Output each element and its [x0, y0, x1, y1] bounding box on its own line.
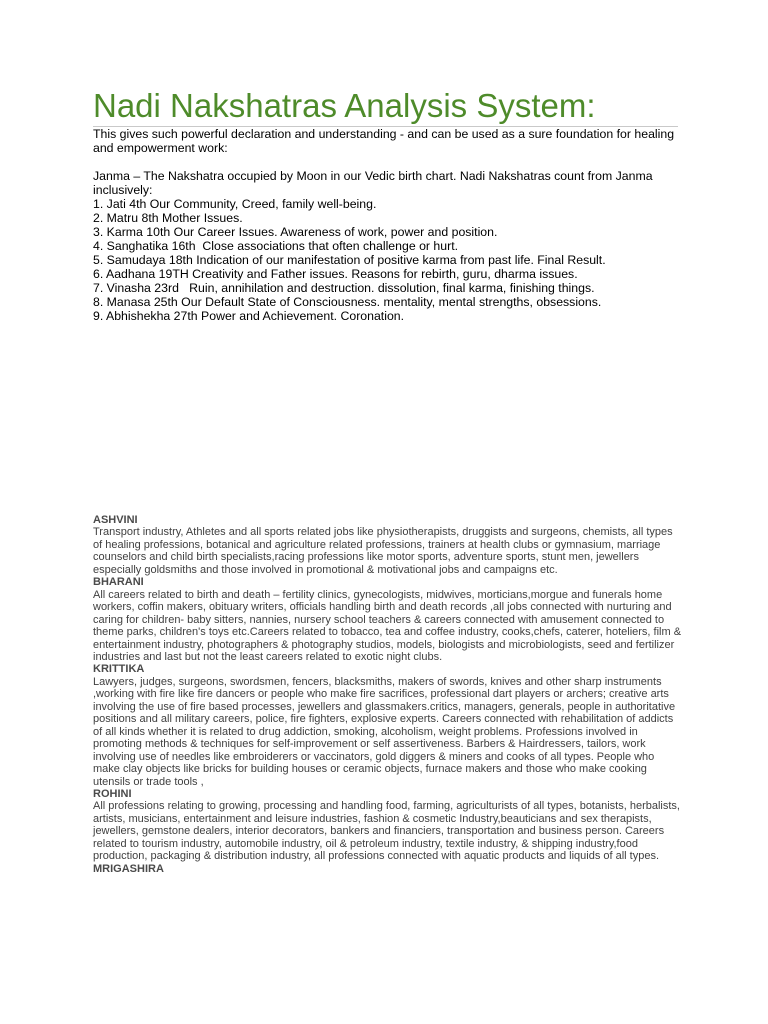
nakshatra-careers [93, 514, 683, 875]
intro-block [93, 127, 683, 323]
section-text-ashvini: Transport industry, Athletes and all sports related jobs like physiotherapists, druggists and surgeons, chemists, all types of healing professions, botanical and agriculture related professions, trainers at health clubs or gymnasium, marriage counselors and child birth specialists,racing professions like motor sports, adventure sports, stunt men, jewellers especially goldsmiths and those involved in promotional & motivational jobs and campaigns etc. [93, 526, 673, 576]
section-heading-rohini: ROHINI [93, 787, 132, 800]
paragraph-spacer [93, 155, 683, 169]
section-text-bharani: All careers related to birth and death – fertility clinics, gynecologists, midwives, morticians,morgue and funerals home workers, coffin makers, obituary writers, officials handling birth and death records ,all jobs connected with nurturing and caring for children- baby sitters, nannies, nursery school teachers & careers connected with amusement connected to theme parks, children's toys etc.Careers related to tobacco, tea and coffee industry, cooks,chefs, caterer, hoteliers, film & entertainment industry, photographers & photography studios, models, biologists and microbiologists, seed and fertilizer industries and last but not the least careers related to exotic night clubs. [93, 588, 682, 663]
intro-paragraph: This gives such powerful declaration and understanding - and can be used as a sure foundation for healing and empowerment work: [93, 127, 675, 155]
janma-paragraph: Janma – The Nakshatra occupied by Moon in our Vedic birth chart. Nadi Nakshatras count from Janma inclusively: [93, 169, 653, 197]
section-heading-mrigashira: MRIGASHIRA [93, 862, 164, 875]
section-heading-bharani: BHARANI [93, 576, 144, 589]
section-heading-krittika: KRITTIKA [93, 663, 145, 676]
nakshatra-list [93, 197, 683, 323]
list-item: 3. Karma 10th Our Career Issues. Awareness of work, power and position. [93, 225, 498, 239]
section-text-rohini: All professions relating to growing, processing and handling food, farming, agriculturists of all types, botanists, herbalists, artists, musicians, entertainment and leisure industries, fashion & cosmetic Industry,beauticians and sex therapists, jewellers, gemstone dealers, interior decorators, bankers and financiers, transportation and business person. Careers related to tourism industry, automobile industry, oil & petroleum industry, textile industry, & shipping industry,food production, packaging & distribution industry, all professions connected with aquatic products and liquids of all types. [93, 800, 680, 863]
list-item: 4. Sanghatika 16th Close associations that often challenge or hurt. [93, 239, 459, 253]
section-text-krittika: Lawyers, judges, surgeons, swordsmen, fencers, blacksmiths, makers of swords, knives and other sharp instruments ,working with fire like fire dancers or people who make fire sacrifices, professional dart players or archers; creative arts involving the use of fire based processes, jewellers and glassmakers.critics, managers, generals, people in authoritative positions and all military careers, police, fire fighters, explosive experts. Careers connected with rehabilitation of addicts of all kinds whether it is related to drug addiction, smoking, alcoholism, weight problems. Professions involved in promoting methods & techniques for self-improvement or self assertiveness. Barbers & Hairdressers, tailors, work involving use of needles like embroiderers or vaccinators, gold diggers & miners and cooks of all types. People who make clay objects like bricks for building houses or ceramic objects, furnace makers and those who make cooking utensils or trade tools , [93, 675, 676, 788]
list-item: 9. Abhishekha 27th Power and Achievement. Coronation. [93, 309, 405, 323]
page-title: Nadi Nakshatras Analysis System: [93, 87, 596, 124]
list-item: 2. Matru 8th Mother Issues. [93, 211, 243, 225]
section-heading-ashvini: ASHVINI [93, 514, 138, 526]
list-item: 1. Jati 4th Our Community, Creed, family well-being. [93, 197, 377, 211]
list-item: 6. Aadhana 19TH Creativity and Father issues. Reasons for rebirth, guru, dharma issues. [93, 267, 578, 281]
list-item: 7. Vinasha 23rd Ruin, annihilation and destruction. dissolution, final karma, finishing things. [93, 281, 595, 295]
list-item: 8. Manasa 25th Our Default State of Consciousness. mentality, mental strengths, obsessions. [93, 295, 602, 309]
list-item: 5. Samudaya 18th Indication of our manifestation of positive karma from past life. Final Result. [93, 253, 606, 267]
